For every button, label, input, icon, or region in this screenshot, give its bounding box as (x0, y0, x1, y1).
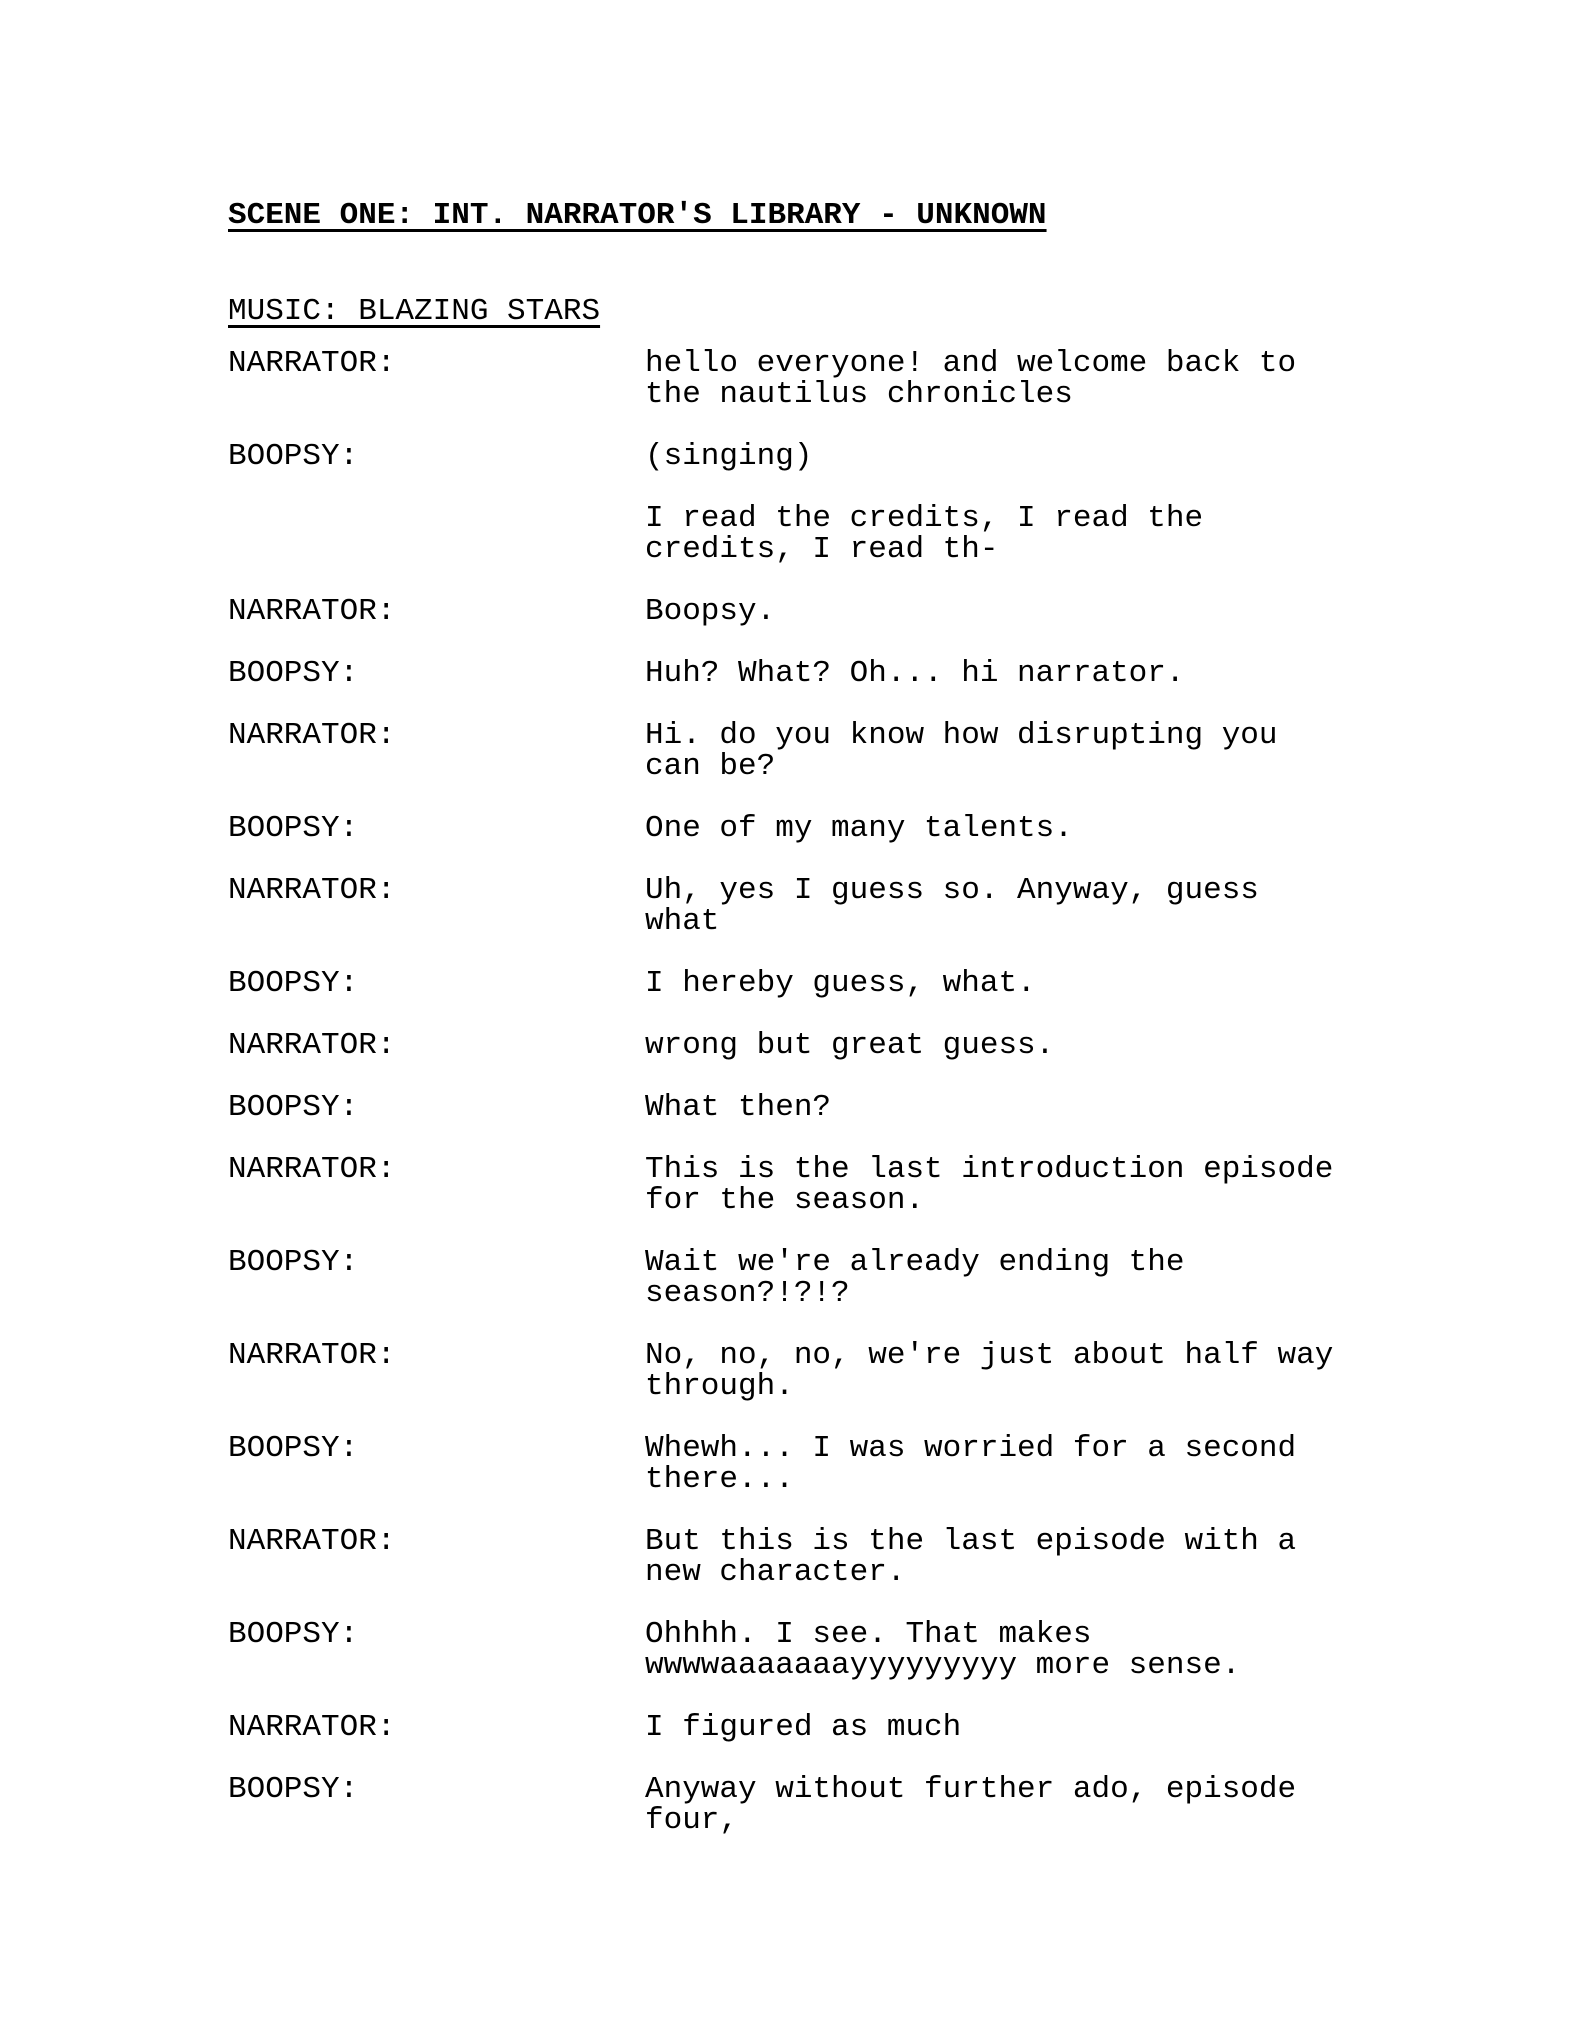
dialogue-block (228, 596, 1408, 627)
dialogue-block (228, 1030, 1408, 1061)
character-name: NARRATOR: (228, 346, 396, 381)
dialogue-block (228, 1247, 1408, 1309)
dialogue-paragraph: This is the last introduction episode for the season. (645, 1152, 1334, 1218)
dialogue-text (645, 813, 1340, 844)
dialogue-paragraph: Anyway without further ado, episode four, (645, 1772, 1297, 1838)
dialogue-paragraph: I read the credits, I read the credits, I read th- (645, 501, 1204, 567)
dialogue-paragraph: hello everyone! and welcome back to the nautilus chronicles (645, 346, 1297, 412)
dialogue-text (645, 1247, 1340, 1309)
dialogue-block (228, 968, 1408, 999)
dialogue-text (645, 1619, 1340, 1681)
dialogue-text (645, 1526, 1340, 1588)
dialogue-paragraph: What then? (645, 1090, 832, 1125)
dialogue-block (228, 441, 1408, 565)
dialogue-list (228, 348, 1408, 1836)
scene-heading: SCENE ONE: INT. NARRATOR'S LIBRARY - UNKNOWN (228, 198, 1047, 233)
dialogue-block (228, 658, 1408, 689)
dialogue-paragraph: Ohhhh. I see. That makes wwwwaaaaaaayyyyyyyyy more sense. (645, 1617, 1241, 1683)
dialogue-paragraph: No, no, no, we're just about half way through. (645, 1338, 1334, 1404)
dialogue-text (645, 968, 1340, 999)
dialogue-block (228, 1712, 1408, 1743)
character-name: BOOPSY: (228, 1245, 359, 1280)
dialogue-block (228, 1433, 1408, 1495)
dialogue-text (645, 441, 1340, 565)
dialogue-block (228, 1526, 1408, 1588)
dialogue-text (645, 1154, 1340, 1216)
dialogue-paragraph: Uh, yes I guess so. Anyway, guess what (645, 873, 1259, 939)
dialogue-paragraph: Whewh... I was worried for a second there... (645, 1431, 1297, 1497)
dialogue-block (228, 1774, 1408, 1836)
dialogue-text (645, 1340, 1340, 1402)
character-name: BOOPSY: (228, 439, 359, 474)
character-name: NARRATOR: (228, 718, 396, 753)
dialogue-text (645, 1092, 1340, 1123)
dialogue-text (645, 875, 1340, 937)
character-name: BOOPSY: (228, 1617, 359, 1652)
character-name: NARRATOR: (228, 594, 396, 629)
character-name: NARRATOR: (228, 1338, 396, 1373)
dialogue-text (645, 720, 1340, 782)
character-name: NARRATOR: (228, 1710, 396, 1745)
character-name: BOOPSY: (228, 656, 359, 691)
dialogue-block (228, 813, 1408, 844)
dialogue-paragraph: One of my many talents. (645, 811, 1073, 846)
character-name: NARRATOR: (228, 1028, 396, 1063)
dialogue-text (645, 1433, 1340, 1495)
character-name: NARRATOR: (228, 1524, 396, 1559)
character-name: BOOPSY: (228, 1772, 359, 1807)
dialogue-text (645, 658, 1340, 689)
dialogue-paragraph: Hi. do you know how disrupting you can be? (645, 718, 1278, 784)
dialogue-paragraph: wrong but great guess. (645, 1028, 1055, 1063)
dialogue-block (228, 348, 1408, 410)
dialogue-paragraph: I hereby guess, what. (645, 966, 1036, 1001)
dialogue-text (645, 348, 1340, 410)
dialogue-block (228, 1619, 1408, 1681)
dialogue-paragraph: Boopsy. (645, 594, 776, 629)
dialogue-block (228, 1092, 1408, 1123)
dialogue-paragraph: But this is the last episode with a new character. (645, 1524, 1297, 1590)
dialogue-text (645, 1030, 1340, 1061)
dialogue-paragraph: I figured as much (645, 1710, 962, 1745)
dialogue-block (228, 720, 1408, 782)
character-name: NARRATOR: (228, 1152, 396, 1187)
dialogue-text (645, 1712, 1340, 1743)
dialogue-text (645, 596, 1340, 627)
dialogue-paragraph: Wait we're already ending the season?!?!? (645, 1245, 1185, 1311)
character-name: BOOPSY: (228, 1090, 359, 1125)
dialogue-paragraph: Huh? What? Oh... hi narrator. (645, 656, 1185, 691)
script-content (228, 200, 1408, 1836)
music-cue: MUSIC: BLAZING STARS (228, 294, 601, 329)
dialogue-block (228, 1154, 1408, 1216)
dialogue-block (228, 1340, 1408, 1402)
character-name: NARRATOR: (228, 873, 396, 908)
character-name: BOOPSY: (228, 1431, 359, 1466)
character-name: BOOPSY: (228, 811, 359, 846)
character-name: BOOPSY: (228, 966, 359, 1001)
dialogue-text (645, 1774, 1340, 1836)
dialogue-paragraph: (singing) (645, 439, 813, 474)
dialogue-block (228, 875, 1408, 937)
